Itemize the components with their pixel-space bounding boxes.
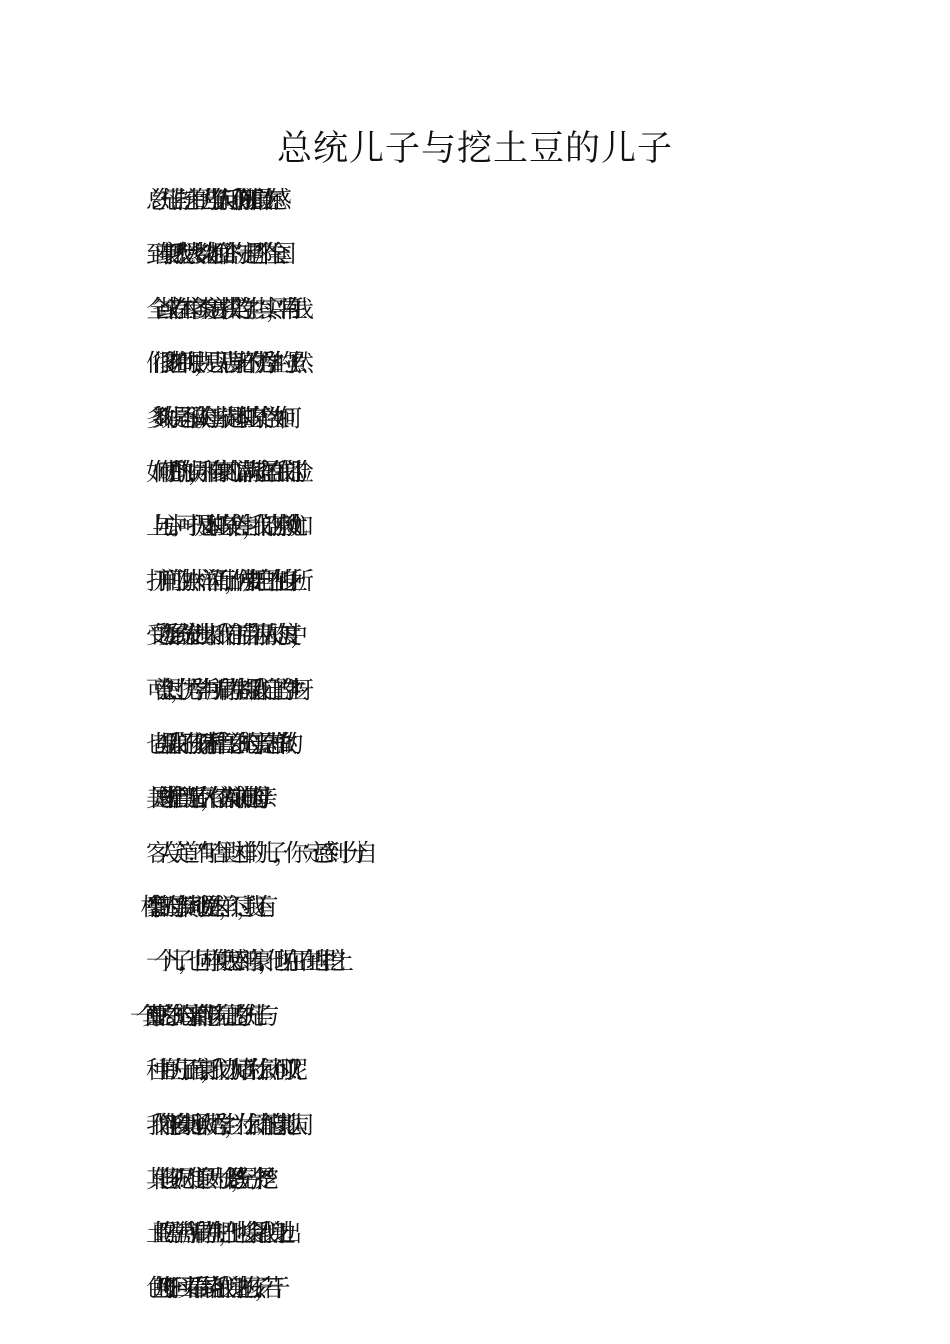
- text-line: 上与心中。可一提及本班的某个差生，我们的苦水就犹如: [146, 512, 296, 541]
- text-line: 色的“儿子”呀！回头看看围绕在我们身边的孩子，若干: [146, 1273, 273, 1302]
- text-line: 其他孩子呢！难道只因为一个是“总统”，另一个是“挖: [146, 1165, 261, 1194]
- text-line: 多数时候是不承认的）。每当一提起本班的某个学生如何: [146, 403, 284, 432]
- text-line: 也都是我们的孩子呀。 请看杜鲁门总统的母亲是怎样做的：: [146, 729, 292, 758]
- text-line: 土豆”的吗？善待所谓的差生吧，他也将会是我们身边出: [146, 1219, 285, 1248]
- text-line: 如何优秀的时候，那种自豪的心情满满地充盈在我们的脸: [146, 457, 296, 486]
- text-line: 们很多老师的眼中，是只见满身光环的优秀学生的（虽然: [146, 349, 296, 378]
- document-title: 总统儿子与挖土豆的儿子: [276, 129, 673, 169]
- text-line: 我们能够自豪地承认优秀学生，为什么就不能自豪地认同: [146, 1110, 296, 1139]
- text-line: 客人笑道：“有哈里这样的儿子，你一定感到十分自: [146, 838, 365, 867]
- text-line: 受的委屈统统发泄出来。我们在前后判若两人的态度中，: [146, 621, 296, 650]
- text-line: 总统儿子与挖土豆的儿子 当有人问我们“你班谁最让你感: [146, 186, 274, 214]
- text-line: 到自豪呀？”我想大多数老师回答的一定是哪个在全国、: [146, 240, 285, 269]
- text-line: 豆。” 一个真正的总统的母亲都能够为自己的总统儿子与: [146, 1001, 262, 1030]
- text-line: 全省或者在本市各类竞赛中获奖的学生。其实，平常在我: [146, 294, 296, 323]
- text-line: 种土豆的儿子而自豪，我们为人师者为什么就不可以呢？: [146, 1056, 296, 1085]
- text-line: 可曾想过，优秀学生与所谓的差生都是我们自己的学生呀: [146, 675, 296, 704]
- document-body: [146, 176, 846, 1318]
- text-line: 美国总统杜鲁门当选后不久，有位客人前来访问他的母亲。: [146, 784, 263, 813]
- text-line: 一个儿子，也同样使我感到自豪，他现在正在地里挖土: [146, 947, 338, 976]
- text-line: 豪。”杜鲁门的母亲赞同地说：“是这样，不过，我还有: [146, 893, 261, 922]
- text-line: 打开闸门的洪水一样汹涌而出，仿佛要把自己在他身上所: [146, 566, 296, 595]
